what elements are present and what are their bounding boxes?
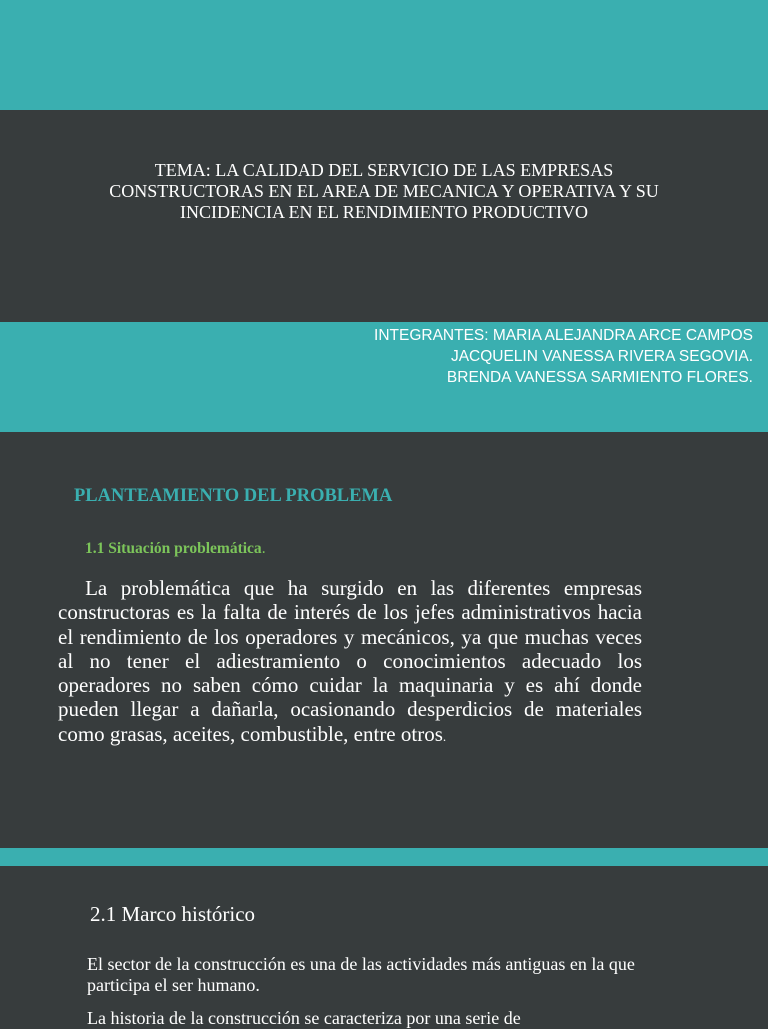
subheading: [85, 540, 266, 558]
title-line-2: CONSTRUCTORAS EN EL AREA DE MECANICA Y OPERATIVA Y SU: [109, 181, 659, 201]
historical-heading: 2.1 Marco histórico: [90, 902, 256, 926]
members-line-3: BRENDA VANESSA SARMIENTO FLORES.: [446, 369, 753, 386]
title-line-3: INCIDENCIA EN EL RENDIMIENTO PRODUCTIVO: [180, 202, 588, 222]
title-slide-panel: [0, 110, 768, 322]
members-line-1: INTEGRANTES: MARIA ALEJANDRA ARCE CAMPOS: [374, 327, 753, 344]
history-slide-panel: [0, 866, 768, 1024]
divider-teal-band: [0, 848, 768, 866]
section-heading: PLANTEAMIENTO DEL PROBLEMA: [74, 486, 393, 506]
historical-paragraph-2: La historia de la construcción se caracteriza por una serie de: [87, 1008, 521, 1028]
subheading-text: 1.1 Situación problemática: [85, 540, 262, 557]
problem-paragraph-suffix: .: [442, 728, 447, 744]
problem-paragraph: [58, 576, 642, 749]
historical-paragraph-1: El sector de la construcción es una de las actividades más antiguas en la que participa el ser humano.: [87, 954, 635, 995]
top-teal-band: [0, 0, 768, 110]
members-line-2: JACQUELIN VANESSA RIVERA SEGOVIA.: [450, 348, 753, 365]
members-band: [0, 322, 768, 432]
title-line-1: TEMA: LA CALIDAD DEL SERVICIO DE LAS EMPRESAS: [154, 160, 614, 180]
subheading-suffix: .: [261, 540, 266, 557]
problem-paragraph-text: La problemática que ha surgido en las diferentes empresas constructoras es la falta de interés de los jefes administrativos hacia el rendimiento de los operadores y mecánicos, ya que muchas veces al no tener el adiestramiento o conocimientos adecuado los operadores no saben cómo cuidar la maquinaria y es ahí donde pueden llegar a dañarla, ocasionando desperdicios de materiales como grasas, aceites, combustible, entre otros: [58, 576, 642, 746]
